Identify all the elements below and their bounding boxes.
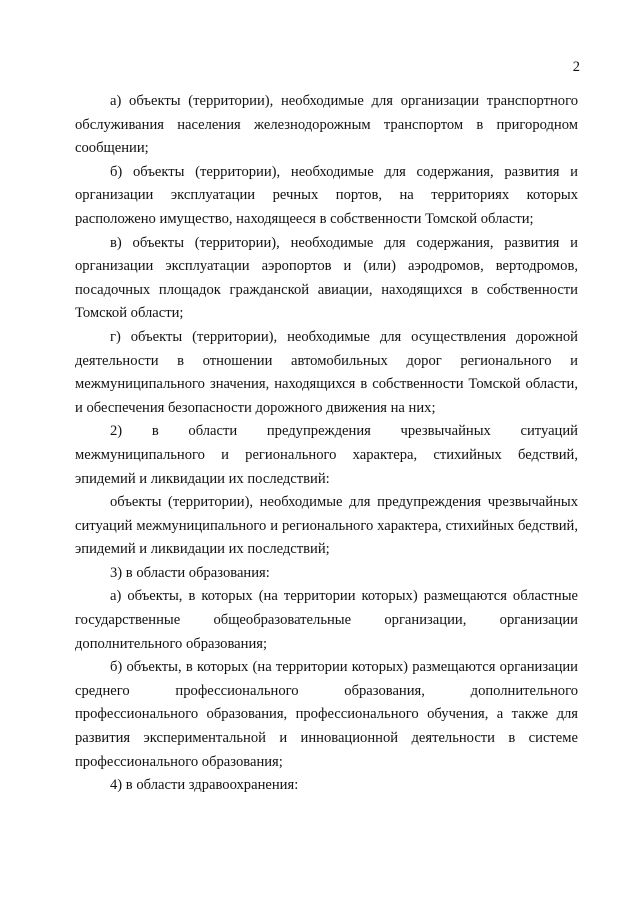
- paragraph-3: 3) в области образования:: [110, 564, 270, 581]
- paragraph-1v: в) объекты (территории), необходимые для содержания, развития и организации эксплуатации аэропортов и (или) аэродромов, вертодромов, посадочных площадок гражданской авиации, находящихся в собственности Томской области;: [75, 234, 578, 322]
- paragraph-3b: б) объекты, в которых (на территории которых) размещаются организации среднего профессионального образования, дополнительного профессионального образования, профессионального обучения, а также для развития экспериментальной и инновационной деятельности в системе профессионального образования;: [75, 659, 578, 770]
- document-body: [75, 90, 578, 798]
- paragraph-1b: б) объекты (территории), необходимые для содержания, развития и организации эксплуатации речных портов, на территориях которых расположено имущество, находящееся в собственности Томской области;: [75, 163, 578, 227]
- page-number: 2: [572, 59, 580, 75]
- paragraph-2: 2) в области предупреждения чрезвычайных ситуаций межмуниципального и регионального характера, стихийных бедствий, эпидемий и ликвидации их последствий:: [75, 423, 578, 487]
- paragraph-1a: а) объекты (территории), необходимые для организации транспортного обслуживания населения железнодорожным транспортом в пригородном сообщении;: [75, 93, 578, 157]
- paragraph-1g: г) объекты (территории), необходимые для осуществления дорожной деятельности в отношении автомобильных дорог регионального и межмуниципального значения, находящихся в собственности Томской области, и обеспечения безопасности дорожного движения на них;: [75, 328, 578, 416]
- paragraph-4: 4) в области здравоохранения:: [110, 777, 299, 794]
- paragraph-3a: а) объекты, в которых (на территории которых) размещаются областные государственные общеобразовательные организации, организации дополнительного образования;: [75, 588, 578, 652]
- paragraph-2-objects: объекты (территории), необходимые для предупреждения чрезвычайных ситуаций межмуниципального и регионального характера, стихийных бедствий, эпидемий и ликвидации их последствий;: [75, 494, 578, 558]
